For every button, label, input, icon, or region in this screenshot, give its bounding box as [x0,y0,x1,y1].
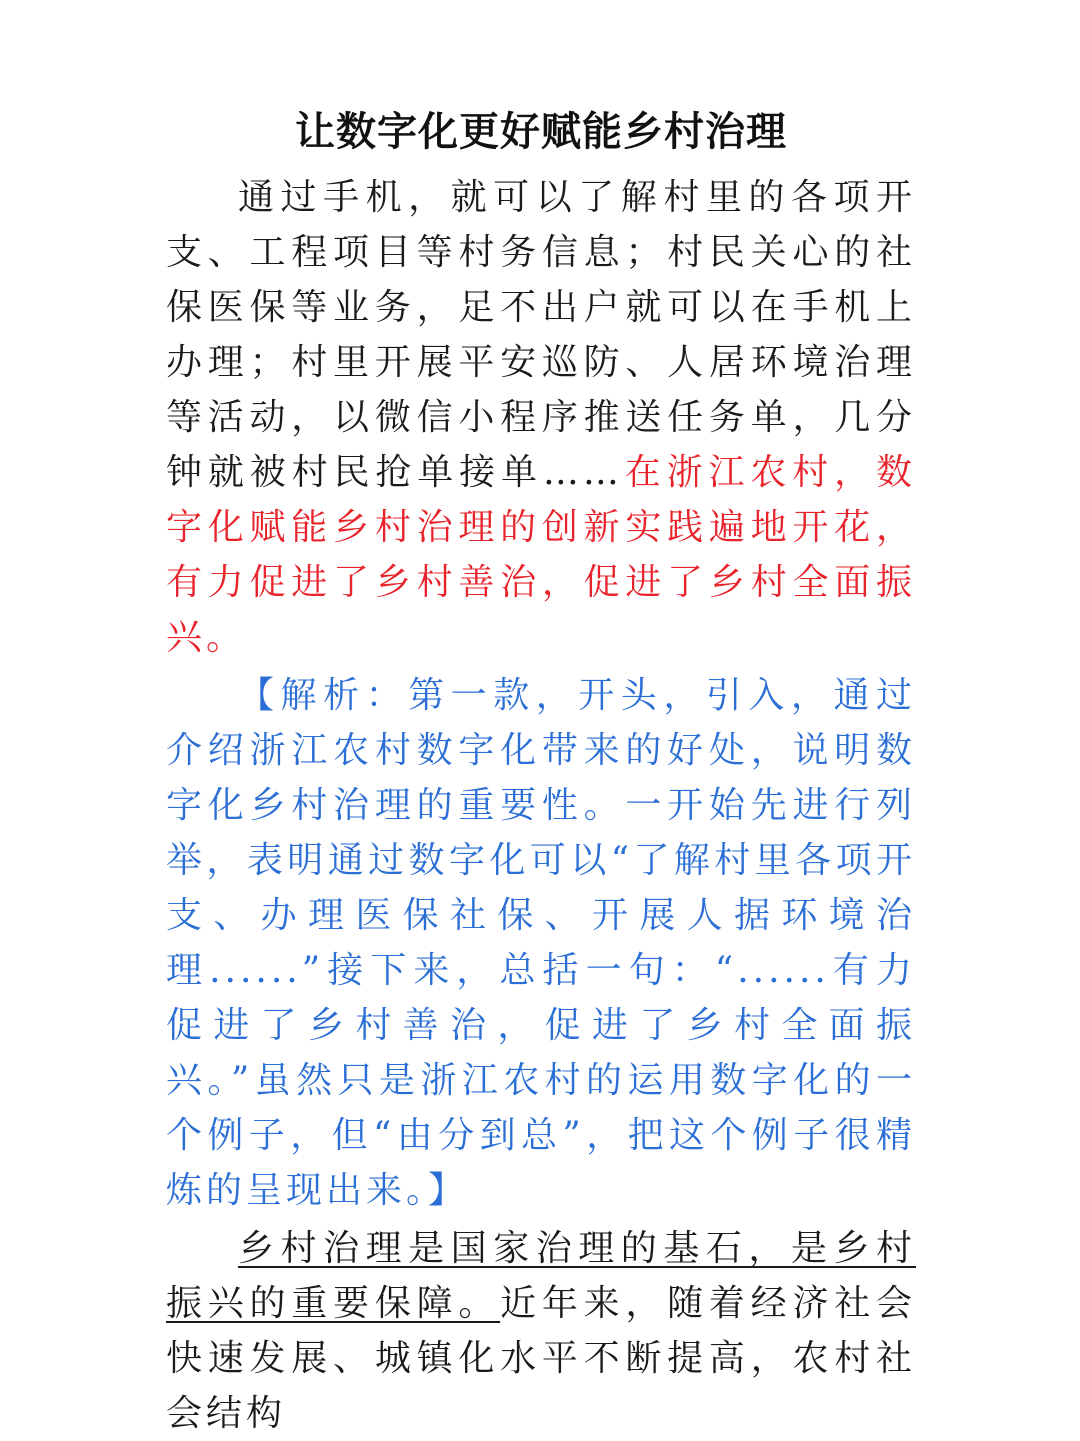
paragraph-thesis [166,1221,916,1441]
highlighted-sentence: 在浙江农村，数字化赋能乡村治理的创新实践遍地开花，有力促进了乡村善治，促进了乡村全面振兴。 [166,452,916,658]
paragraph-intro [166,170,916,665]
article [166,100,916,1441]
article-title: 让数字化更好赋能乡村治理 [295,108,787,155]
intro-text: 通过手机，就可以了解村里的各项开支、工程项目等村务信息；村民关心的社保医保等业务，足不出户就可以在手机上办理；村里开展平安巡防、人居环境治理等活动，以微信小程序推送任务单，几分钟就被村民抢单接单…… [166,177,916,493]
underlined-thesis: 乡村治理是国家治理的基石，是乡村振兴的重要保障。 [166,1228,916,1324]
thesis-continuation: 近年来，随着经济社会快速发展、城镇化水平不断提高，农村社会结构 [166,1283,916,1434]
analysis-note: 【解析：第一款，开头，引入，通过介绍浙江农村数字化带来的好处，说明数字化乡村治理的重要性。一开始先进行列举，表明通过数字化可以“了解村里各项开支、办理医保社保、开展人据环境治理......”接下来，总括一句：“......有力促进了乡村善治，促进了乡村全面振兴。”虽然只是浙江农村的运用数字化的一个例子，但“由分到总”，把这个例子很精炼的呈现出来。】 [166,675,916,1211]
